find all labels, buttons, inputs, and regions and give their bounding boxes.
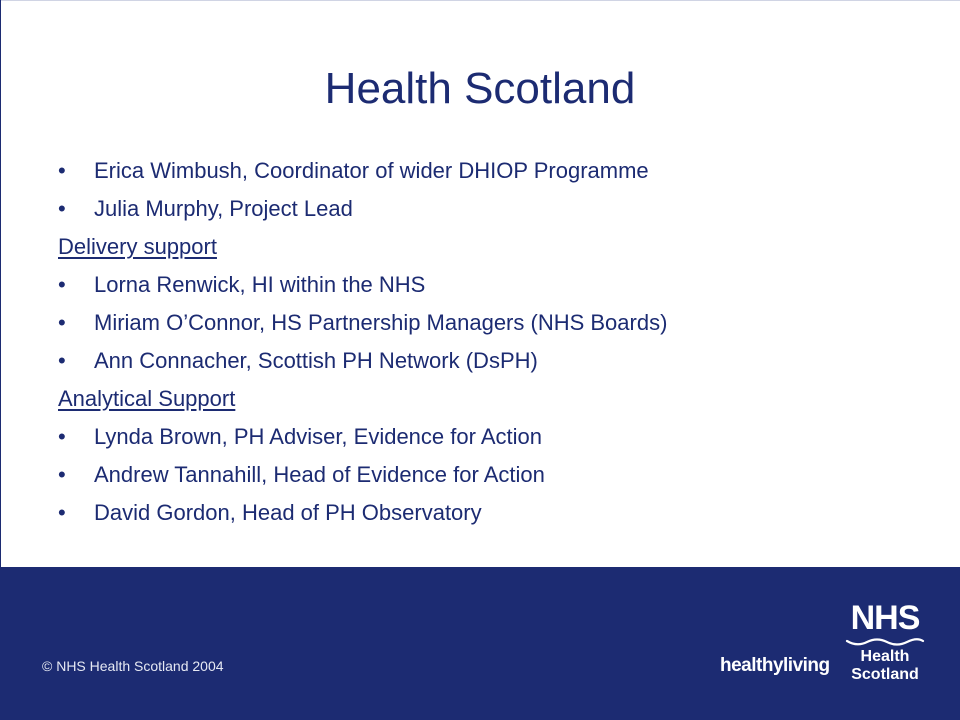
bullet-item: [58, 152, 938, 190]
bullet-marker: •: [58, 310, 66, 335]
slide-title: Health Scotland: [324, 64, 636, 113]
bullet-marker: •: [58, 348, 66, 373]
bullet-marker: •: [58, 424, 66, 449]
nhs-logo-scotland: Scotland: [851, 666, 919, 683]
bullet-item: [58, 266, 938, 304]
healthyliving-logo: healthyliving: [720, 655, 830, 676]
bullet-item: [58, 456, 938, 494]
bullet-marker: •: [58, 500, 66, 525]
bullet-text: Lynda Brown, PH Adviser, Evidence for Action: [94, 424, 542, 449]
bullet-text: Ann Connacher, Scottish PH Network (DsPH): [94, 348, 538, 373]
bullet-marker: •: [58, 462, 66, 487]
footer-band: [0, 567, 960, 720]
bullet-text: David Gordon, Head of PH Observatory: [94, 500, 482, 525]
bullet-text: Andrew Tannahill, Head of Evidence for Action: [94, 462, 545, 487]
bullet-item: [58, 418, 938, 456]
section-heading: Analytical Support: [58, 386, 236, 411]
bullet-marker: •: [58, 272, 66, 297]
section-heading: Delivery support: [58, 234, 217, 259]
slide-top-edge: [0, 0, 960, 1]
bullet-text: Miriam O’Connor, HS Partnership Managers (NHS Boards): [94, 310, 668, 335]
bullet-text: Erica Wimbush, Coordinator of wider DHIOP Programme: [94, 158, 649, 183]
nhs-wave-icon: [845, 638, 925, 648]
nhs-logo-health: Health: [860, 648, 910, 665]
bullet-item: [58, 494, 938, 532]
bullet-marker: •: [58, 196, 66, 221]
copyright-text: © NHS Health Scotland 2004: [42, 658, 224, 674]
bullet-item: [58, 342, 938, 380]
nhs-logo-text: NHS: [850, 599, 920, 637]
bullet-marker: •: [58, 158, 66, 183]
bullet-text: Lorna Renwick, HI within the NHS: [94, 272, 426, 297]
nhs-health-scotland-logo: [843, 600, 927, 715]
bullet-item: [58, 304, 938, 342]
slide-content: [58, 152, 938, 532]
bullet-text: Julia Murphy, Project Lead: [94, 196, 353, 221]
bullet-item: [58, 190, 938, 228]
